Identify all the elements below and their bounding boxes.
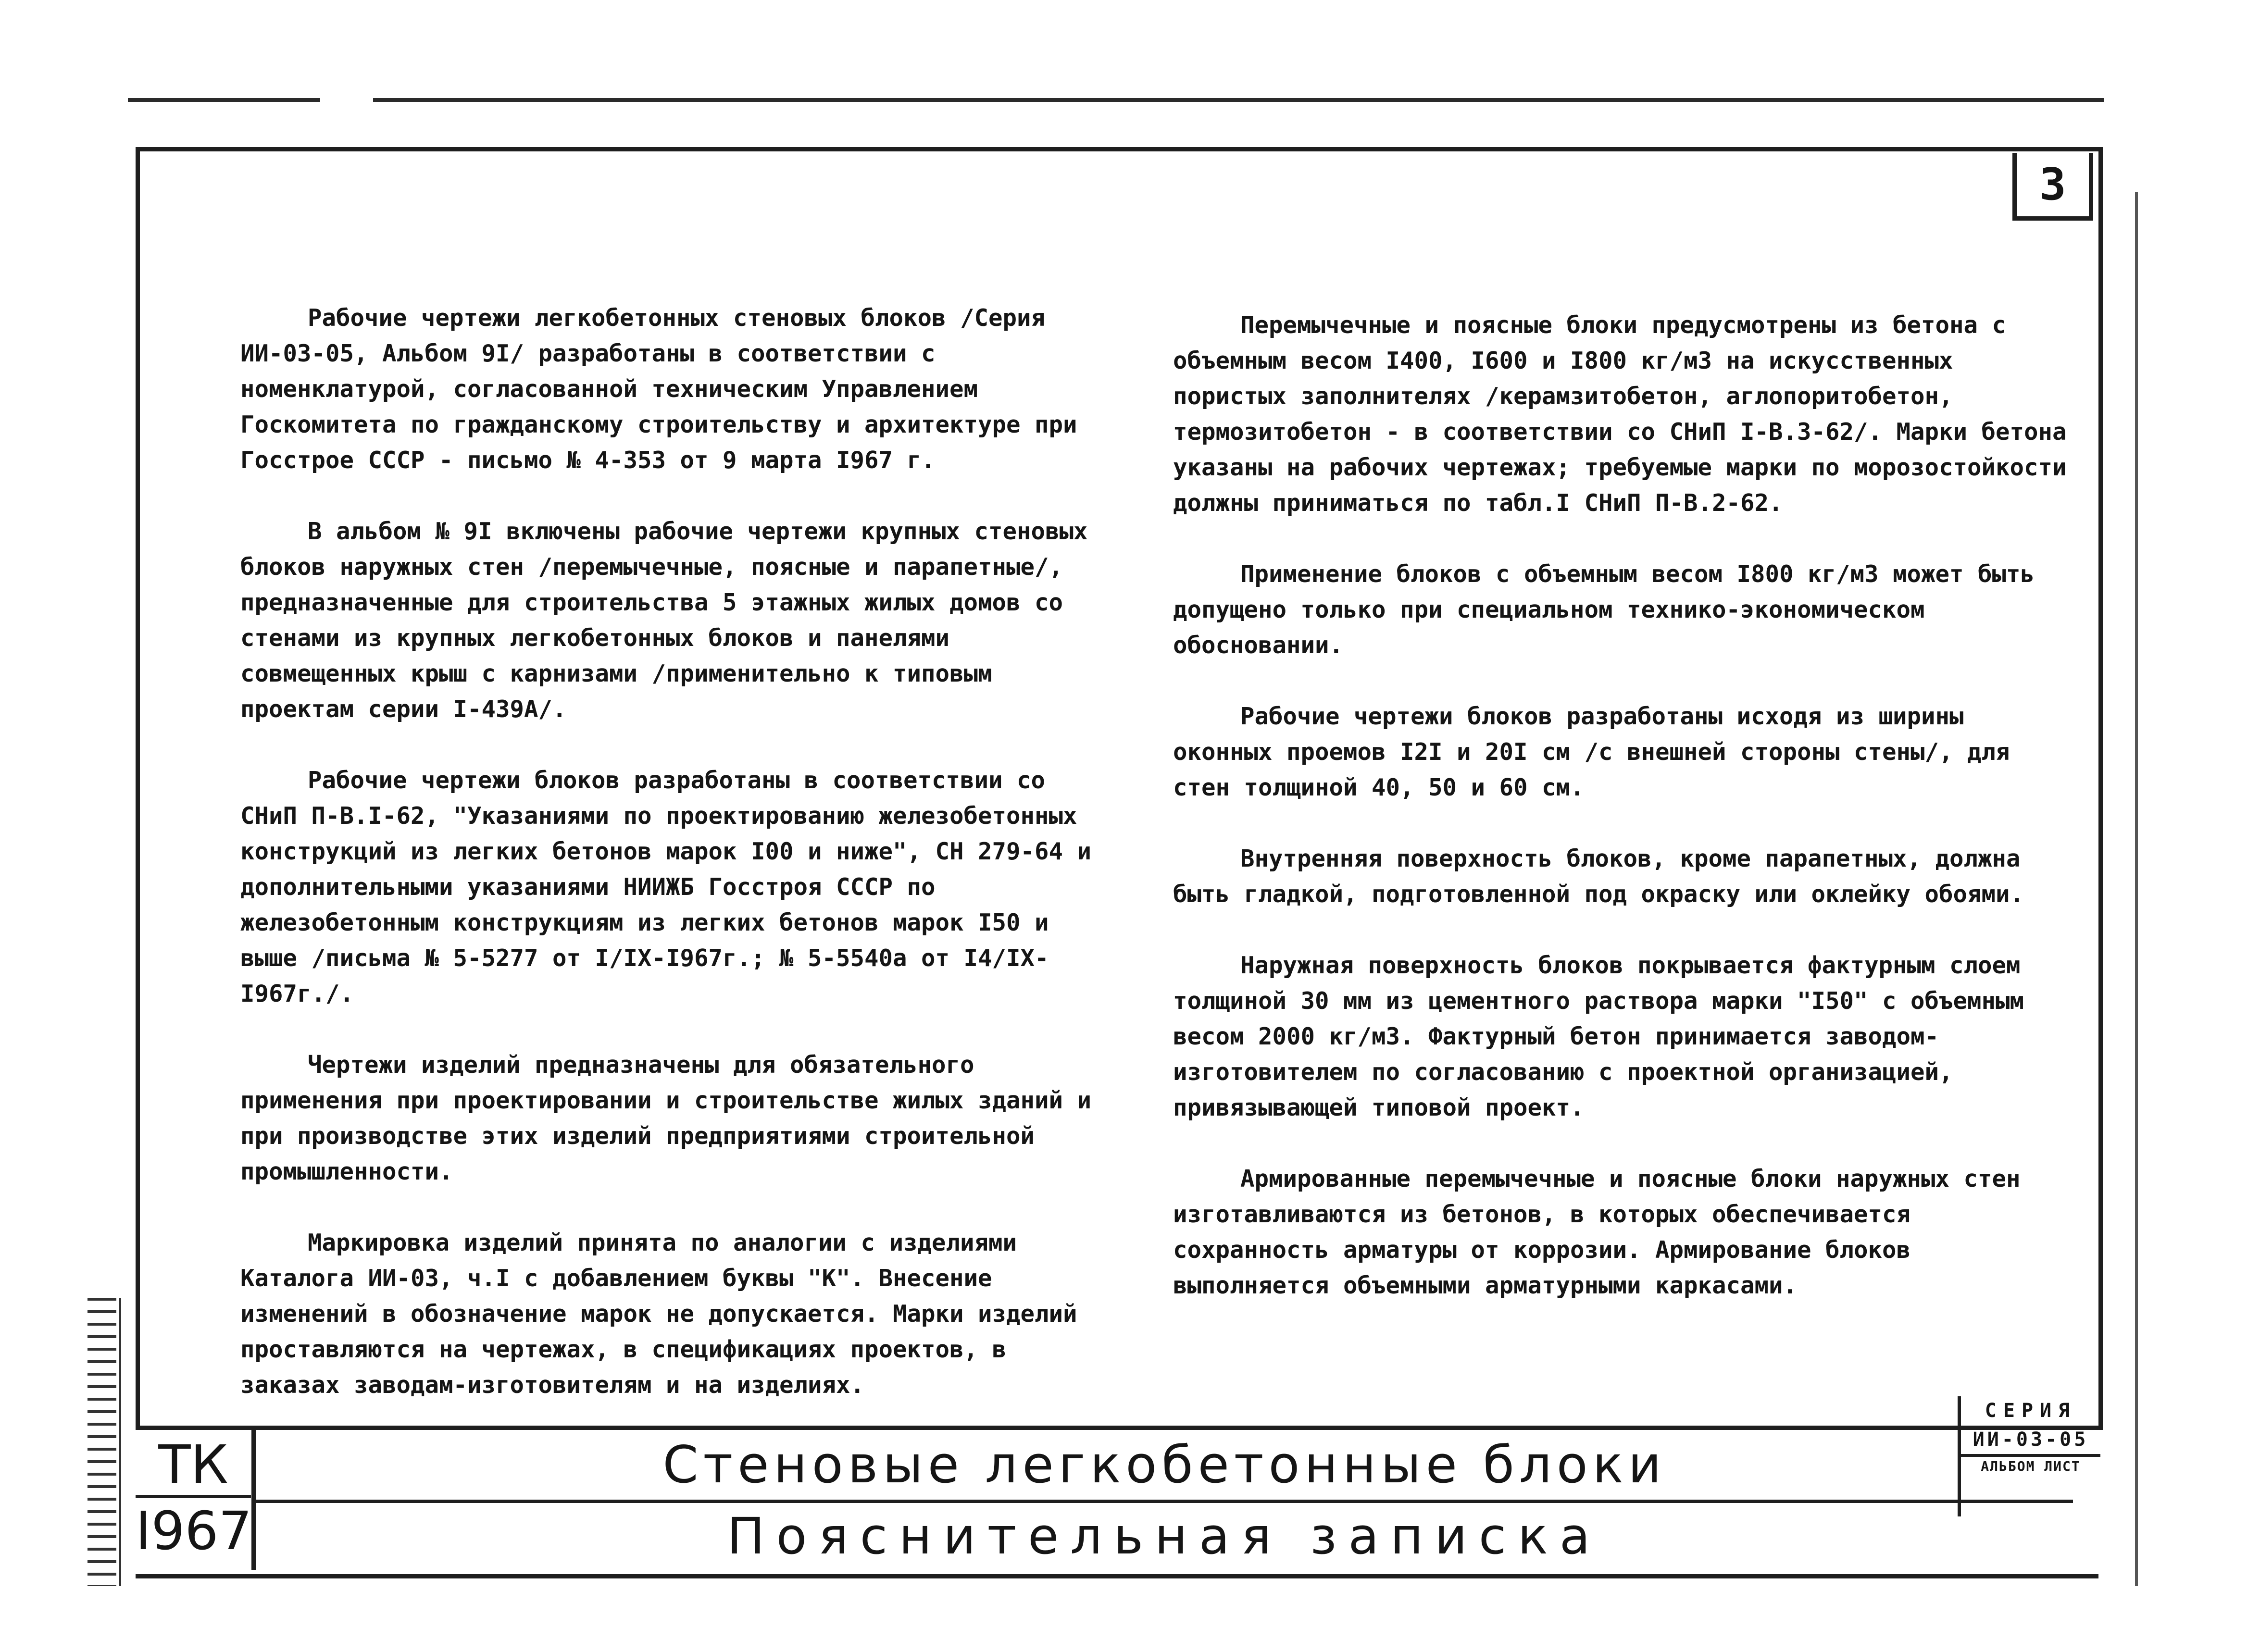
document-title: Стеновые легкобетонные блоки	[256, 1430, 2073, 1503]
top-rule-left	[128, 98, 320, 102]
paragraph: Маркировка изделий принята по аналогии с изделиями Каталога ИИ-03, ч.I с добавлением буквы "К". Внесение изменений в обозначение марок не допускается. Марки изделий проставляются на чертежах, в спецификациях проектов, в заказах заводам-изготовителям и на изделиях.	[240, 1229, 1077, 1399]
paragraph: Рабочие чертежи блоков разработаны исходя из ширины оконных проемов I2I и 20I см /с внешней стороны стены/, для стен толщиной 40, 50 и 60 см.	[1173, 703, 2010, 801]
series-value: ИИ-03-05	[1973, 1428, 2089, 1451]
binding-margin-marks	[86, 1298, 121, 1586]
album-sheet-label: АЛЬБОМ ЛИСТ	[1961, 1454, 2100, 1476]
title-block	[136, 1400, 2098, 1578]
code-label: ТК	[136, 1435, 251, 1498]
paragraph: Чертежи изделий предназначены для обязательного применения при проектировании и строительстве жилых зданий и при производстве этих изделий предприятиями строительной промышленности.	[240, 1051, 1092, 1185]
paragraph: Рабочие чертежи блоков разработаны в соответствии со СНиП П-В.I-62, "Указаниями по проектированию железобетонных конструкций из легких бетонов марок I00 и ниже", СН 279-64 и дополнительными указаниями НИИЖБ Госстроя СССР по железобетонным конструкциям из легких бетонов марок I50 и выше /письма № 5-5277 от I/IX-I967г.; № 5-5540а от I4/IX-I967г./.	[240, 767, 1092, 1007]
paragraph: Перемычечные и поясные блоки предусмотрены из бетона с объемным весом I400, I600 и I800 кг/м3 на искусственных пористых заполнителях /керамзитобетон, аглопоритобетон, термозитобетон - в соответствии со СНиП I-В.3-62/. Марки бетона указаны на рабочих чертежах; требуемые марки по морозостойкости должны приниматься по табл.I СНиП П-В.2-62.	[1173, 311, 2067, 517]
paragraph: Наружная поверхность блоков покрывается фактурным слоем толщиной 30 мм из цементного раствора марки "I50" с объемным весом 2000 кг/м3. Фактурный бетон принимается заводом-изготовителем по согласованию с проектной организацией, привязывающей типовой проект.	[1173, 952, 2024, 1121]
paragraph: Внутренняя поверхность блоков, кроме парапетных, должна быть гладкой, подготовленной под окраску или оклейку обоями.	[1173, 845, 2024, 908]
document-subtitle: Пояснительная записка	[727, 1507, 1602, 1565]
paragraph: Армированные перемычечные и поясные блоки наружных стен изготавливаются из бетонов, в которых обеспечивается сохранность арматуры от коррозии. Армирование блоков выполняется объемными арматурными каркасами.	[1173, 1165, 2021, 1299]
year-label: I967	[136, 1500, 252, 1562]
paragraph: В альбом № 9I включены рабочие чертежи крупных стеновых блоков наружных стен /перемычечные, поясные и парапетные/, предназначенные для строительства 5 этажных жилых домов со стенами из крупных легкобетонных блоков и панелями совмещенных крыш с карнизами /применительно к типовым проектам серии I-439А/.	[240, 518, 1088, 723]
margin-line	[2135, 192, 2138, 1586]
code-cell	[136, 1430, 256, 1570]
paragraph: Рабочие чертежи легкобетонных стеновых блоков /Серия ИИ-03-05, Альбом 9I/ разработаны в соответствии с номенклатурой, согласованной техническим Управлением Госкомитета по гражданскому строительству и архитектуре при Госстрое СССР - письмо № 4-353 от 9 марта I967 г.	[240, 304, 1077, 474]
paragraph: Применение блоков с объемным весом I800 кг/м3 может быть допущено только при специальном технико-экономическом обосновании.	[1173, 560, 2035, 659]
series-box	[1958, 1396, 2100, 1516]
page-number: 3	[2012, 153, 2093, 221]
top-rule-right	[373, 98, 2104, 102]
series-label: СЕРИЯ	[1985, 1400, 2077, 1422]
left-text-column	[240, 300, 1106, 1439]
binding-ticks	[87, 1298, 116, 1586]
right-text-column	[1173, 308, 2077, 1339]
